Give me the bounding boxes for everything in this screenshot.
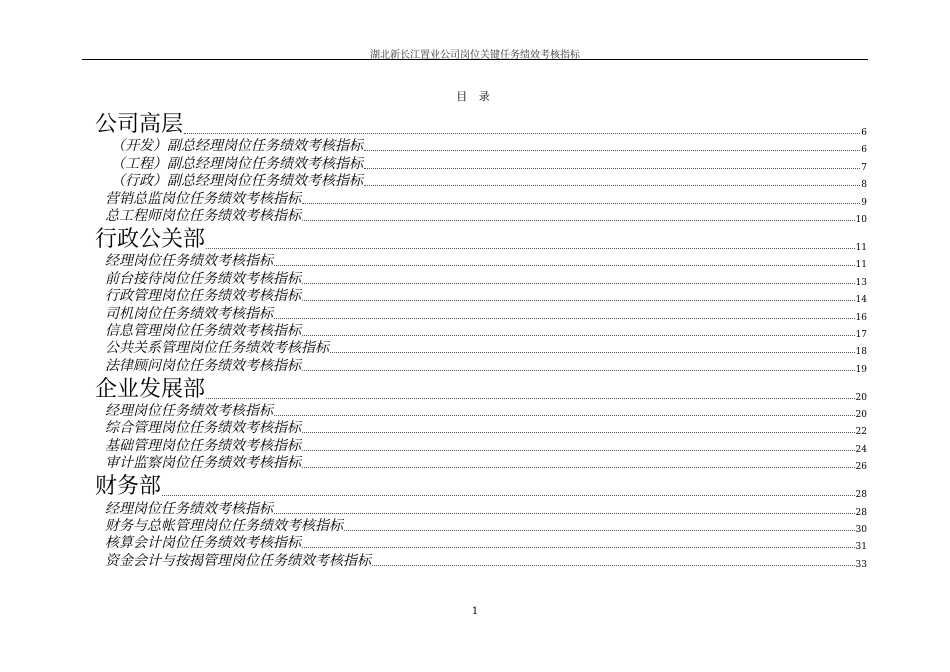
toc-entry-text: 公司高层	[95, 112, 184, 137]
dot-leader	[372, 565, 855, 566]
toc-subsection-entry[interactable]	[95, 418, 867, 438]
dot-leader	[274, 513, 855, 514]
toc-section-entry[interactable]	[95, 108, 867, 136]
dot-leader	[274, 415, 855, 416]
toc-subsection-entry[interactable]	[95, 136, 867, 156]
dot-leader	[344, 530, 855, 531]
dot-leader	[302, 335, 855, 336]
toc-page-number: 13	[855, 277, 867, 288]
toc-subsection-entry[interactable]	[95, 401, 867, 421]
dot-leader	[364, 150, 860, 151]
toc-subsection-entry[interactable]	[95, 550, 867, 570]
toc-entry-text: 核算会计岗位任务绩效考核指标	[105, 535, 301, 552]
toc-page-number: 6	[861, 145, 867, 156]
toc-page-number: 26	[855, 462, 867, 473]
toc-page-number: 20	[855, 410, 867, 421]
toc-page-number: 14	[855, 295, 867, 306]
toc-subsection-entry[interactable]	[95, 533, 867, 553]
dot-leader	[274, 265, 855, 266]
page-number: 1	[471, 606, 479, 617]
toc-page-number: 8	[861, 180, 867, 191]
toc-section-entry[interactable]	[95, 373, 867, 401]
dot-leader	[302, 547, 855, 548]
toc-entry-text: 信息管理岗位任务绩效考核指标	[105, 322, 301, 339]
toc-entry-text: 行政公关部	[95, 226, 206, 252]
dot-leader	[302, 432, 855, 433]
dot-leader	[364, 168, 860, 169]
toc-subsection-entry[interactable]	[95, 338, 867, 358]
dot-leader	[302, 300, 855, 301]
toc-entry-text: 经理岗位任务绩效考核指标	[105, 253, 273, 270]
toc-page-number: 10	[855, 214, 867, 225]
toc-subsection-entry[interactable]	[95, 153, 867, 173]
toc-entry-text: 行政管理岗位任务绩效考核指标	[105, 288, 301, 305]
dot-leader	[302, 467, 855, 468]
dot-leader	[184, 133, 860, 134]
toc-entry-text: 审计监察岗位任务绩效考核指标	[105, 455, 301, 472]
toc-page-number: 11	[855, 242, 867, 253]
dot-leader	[302, 283, 855, 284]
toc-page-number: 16	[855, 312, 867, 323]
toc-subsection-entry[interactable]	[95, 286, 867, 306]
toc-page-number: 9	[861, 197, 867, 208]
toc-page-number: 33	[855, 559, 867, 570]
header-rule	[82, 59, 868, 60]
toc-page-number: 19	[855, 364, 867, 375]
toc-entry-text: （工程）副总经理岗位任务绩效考核指标	[111, 155, 363, 172]
toc-subsection-entry[interactable]	[95, 251, 867, 271]
dot-leader	[206, 248, 855, 249]
dot-leader	[302, 220, 855, 221]
toc-page-number: 20	[855, 392, 867, 403]
toc-entry-text: （开发）副总经理岗位任务绩效考核指标	[111, 138, 363, 155]
toc-section-entry[interactable]	[95, 470, 867, 501]
table-of-contents	[95, 108, 867, 568]
dot-leader	[330, 352, 855, 353]
toc-entry-text: 资金会计与按揭管理岗位任务绩效考核指标	[105, 552, 371, 569]
dot-leader	[162, 495, 855, 496]
toc-entry-text: 财务与总帐管理岗位任务绩效考核指标	[105, 518, 343, 535]
toc-subsection-entry[interactable]	[95, 206, 867, 223]
toc-subsection-entry[interactable]	[95, 516, 867, 536]
toc-entry-text: 经理岗位任务绩效考核指标	[105, 500, 273, 517]
toc-entry-text: 综合管理岗位任务绩效考核指标	[105, 420, 301, 437]
toc-entry-text: 基础管理岗位任务绩效考核指标	[105, 437, 301, 454]
toc-section-entry[interactable]	[95, 223, 867, 251]
toc-page-number: 30	[855, 525, 867, 536]
toc-page-number: 18	[855, 347, 867, 358]
toc-entry-text: 前台接待岗位任务绩效考核指标	[105, 270, 301, 287]
dot-leader	[206, 398, 855, 399]
toc-entry-text: 公共关系管理岗位任务绩效考核指标	[105, 340, 329, 357]
toc-page-number: 7	[861, 162, 867, 173]
toc-subsection-entry[interactable]	[95, 435, 867, 455]
toc-subsection-entry[interactable]	[95, 321, 867, 338]
toc-title: 目 录	[456, 90, 494, 103]
toc-subsection-entry[interactable]	[95, 355, 867, 375]
toc-subsection-entry[interactable]	[95, 268, 867, 288]
toc-subsection-entry[interactable]	[95, 188, 867, 208]
toc-page-number: 31	[855, 542, 867, 553]
toc-entry-text: 经理岗位任务绩效考核指标	[105, 403, 273, 420]
toc-entry-text: 法律顾问岗位任务绩效考核指标	[105, 357, 301, 374]
toc-page-number: 24	[855, 444, 867, 455]
toc-subsection-entry[interactable]	[95, 453, 867, 473]
toc-subsection-entry[interactable]	[95, 171, 867, 191]
toc-page-number: 11	[855, 260, 867, 271]
toc-entry-text: （行政）副总经理岗位任务绩效考核指标	[111, 173, 363, 190]
toc-page-number: 17	[855, 329, 867, 340]
toc-entry-text: 司机岗位任务绩效考核指标	[105, 305, 273, 322]
toc-entry-text: 总工程师岗位任务绩效考核指标	[105, 207, 301, 224]
toc-entry-text: 财务部	[95, 474, 162, 500]
toc-subsection-entry[interactable]	[95, 498, 867, 518]
page-header: 湖北新长江置业公司岗位关键任务绩效考核指标	[370, 50, 580, 61]
dot-leader	[302, 370, 855, 371]
toc-entry-text: 营销总监岗位任务绩效考核指标	[105, 190, 301, 207]
dot-leader	[302, 450, 855, 451]
toc-page-number: 28	[855, 490, 867, 501]
dot-leader	[364, 185, 860, 186]
dot-leader	[274, 318, 855, 319]
toc-page-number: 6	[861, 128, 867, 138]
toc-page-number: 22	[855, 427, 867, 438]
toc-entry-text: 企业发展部	[95, 376, 206, 402]
dot-leader	[302, 203, 860, 204]
toc-subsection-entry[interactable]	[95, 303, 867, 323]
toc-page-number: 28	[855, 507, 867, 518]
